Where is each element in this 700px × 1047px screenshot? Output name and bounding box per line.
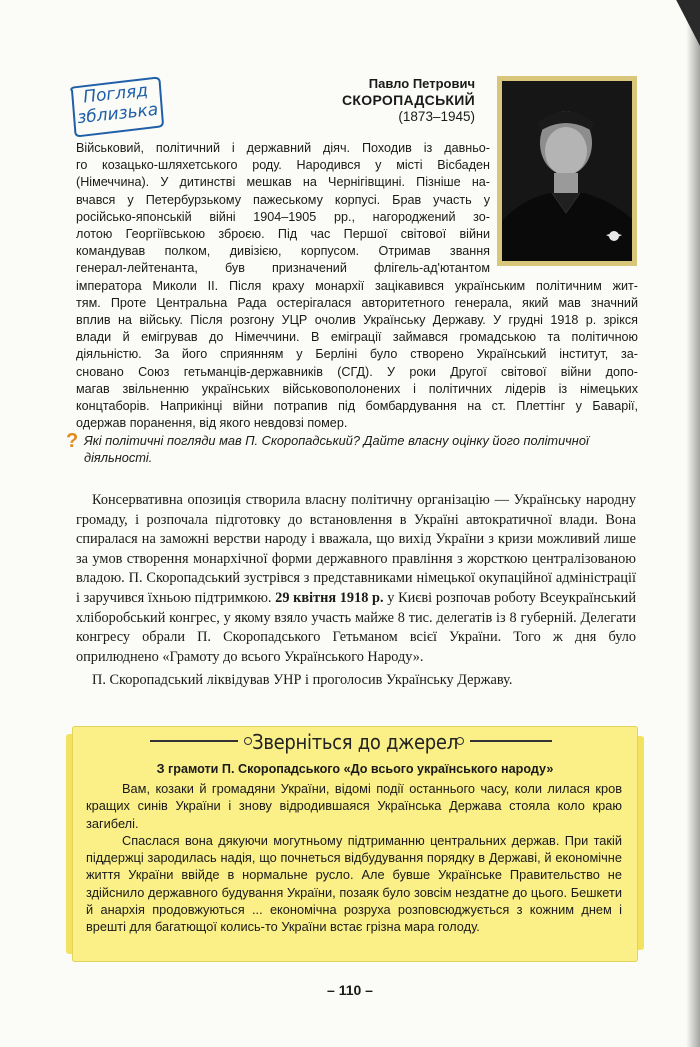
- bio-years: (1873–1945): [398, 109, 475, 124]
- bio-line: (Німеччина). У дитинстві мешкав на Чернігівщині. Пізніше на-: [76, 175, 490, 190]
- bio-heading: [300, 76, 475, 125]
- closer-look-stamp: [65, 75, 168, 139]
- bio-line: лотою Георгіївською зброєю. Під час Першої світової війни: [76, 227, 490, 242]
- question-block: [66, 432, 638, 466]
- bio-line: діяльністю. За його сприянням у Берліні було створено Український інститут, за-: [76, 347, 638, 362]
- bio-line: го козацько-шляхетського роду. Народився у місті Вісбаден: [76, 158, 490, 173]
- bio-line: магав звільненню українських військовополонених і політичних лідерів із німецьких: [76, 381, 638, 396]
- main-paragraph-1: [76, 491, 636, 667]
- bio-line: концтаборів. Наприкінці війни потрапив під бомбардування на ст. Плеттінг у Баварії,: [76, 399, 638, 414]
- stamp-line-1: Погляд: [82, 80, 149, 108]
- bio-text: [76, 140, 638, 432]
- source-paragraph-1: Вам, козаки й громадяни України, відомі події останнього часу, коли лилася кров кращих синів України і знову відродившаяся Українська Держава стояла коло краю загибелі.: [86, 781, 622, 831]
- bio-line: одержав поранення, від якого невдовзі помер.: [76, 416, 348, 431]
- page-number: – 110 –: [327, 982, 373, 998]
- bio-line: Військовий, політичний і державний діяч. Походив із давньо-: [76, 141, 490, 155]
- source-text: [86, 780, 622, 936]
- main-paragraph-2: П. Скоропадський ліквідував УНР і проголосив Українську Державу.: [92, 672, 513, 689]
- bio-first-name: Павло Петрович: [368, 76, 475, 91]
- primary-source-box: [72, 726, 638, 962]
- bio-line: вплив на війську. Після розгону УЦР очолив Українську Державу. У грудні 1918 р. зрікся: [76, 313, 638, 328]
- source-subtitle: З грамоти П. Скоропадського «До всього українського народу»: [156, 762, 554, 776]
- bio-line: влади й емігрував до Німеччини. В еміграції займався громадською та політичною: [76, 330, 638, 345]
- bio-line: сновано Союз гетьманців-державників (СГД). У роки Другої світової війни допо-: [76, 364, 638, 379]
- bio-line: російсько-японській війні 1904–1905 рр., нагороджений зо-: [76, 209, 490, 224]
- main-p1-part1: Консервативна опозиція створила власну політичну організацію — Українську народну громаду, і розпочала підготовку до встановлення в Україні автократичної влади. Вона спиралася на заможні верстви народу і вважала, що вихід України з кризи можливий лише за умов створення монархічної форми державного правління з жорсткою централізованою владою. П. Скоропадський зустрівся з представниками німецької окупаційної адміністрації і заручився їхньою підтримкою.: [76, 492, 636, 606]
- question-mark-icon: ?: [66, 430, 79, 452]
- key-date: 29 квітня 1918 р.: [275, 589, 384, 606]
- bio-line: генерал-лейтенанта, був призначений флігель-ад'ютантом: [76, 261, 490, 276]
- page-edge-shadow: [686, 0, 700, 1047]
- bio-line: тям. Проте Центральна Рада остерігалася авторитетного генерала, який мав значний: [76, 295, 638, 310]
- source-title: Зверніться до джерел: [252, 730, 458, 754]
- bio-line: вчався у Петербурзькому пажеському корпусі. Брав участь у: [76, 192, 490, 207]
- question-text: Які політичні погляди мав П. Скоропадський? Дайте власну оцінку його політичної діяльності.: [84, 433, 589, 465]
- main-p1-part2: у Києві розпочав роботу Всеукраїнський хліборобський конгрес, у якому взяло участь майже 8 тис. делегатів із 8 губерній. Делегати конгресу обрали П. Скоропадського Гетьманом всієї України. Того ж дня було оприлюднено «Грамоту до всього Українського Народу».: [76, 589, 636, 665]
- bio-last-name: СКОРОПАДСЬКИЙ: [342, 92, 475, 108]
- source-title-row: [72, 730, 638, 760]
- source-paragraph-2: Спаслася вона дякуючи могутньому підтриманню центральних держав. При такій піддержці зародилась надія, що почнеться відбудування порядку в Державі, й економічне життя України ввійде в нормальне русло. Але бувше Українське Правительство не здійснило державного будування України, позаяк було зовсім нездатне до цього. Бешкети й анархія продовжуються ... економічна розруха розповсюджується з кожним днем і врешті для багатющої колись-то України встає грізна мара голоду.: [86, 832, 622, 935]
- main-text: [76, 491, 636, 691]
- stamp-line-2: зблизька: [76, 99, 160, 129]
- bio-line: командував полком, дивізією, корпусом. Отримав звання: [76, 244, 490, 259]
- bio-line: імператора Миколи ІІ. Після краху монархії зацікавився українським політичним жит-: [76, 278, 638, 293]
